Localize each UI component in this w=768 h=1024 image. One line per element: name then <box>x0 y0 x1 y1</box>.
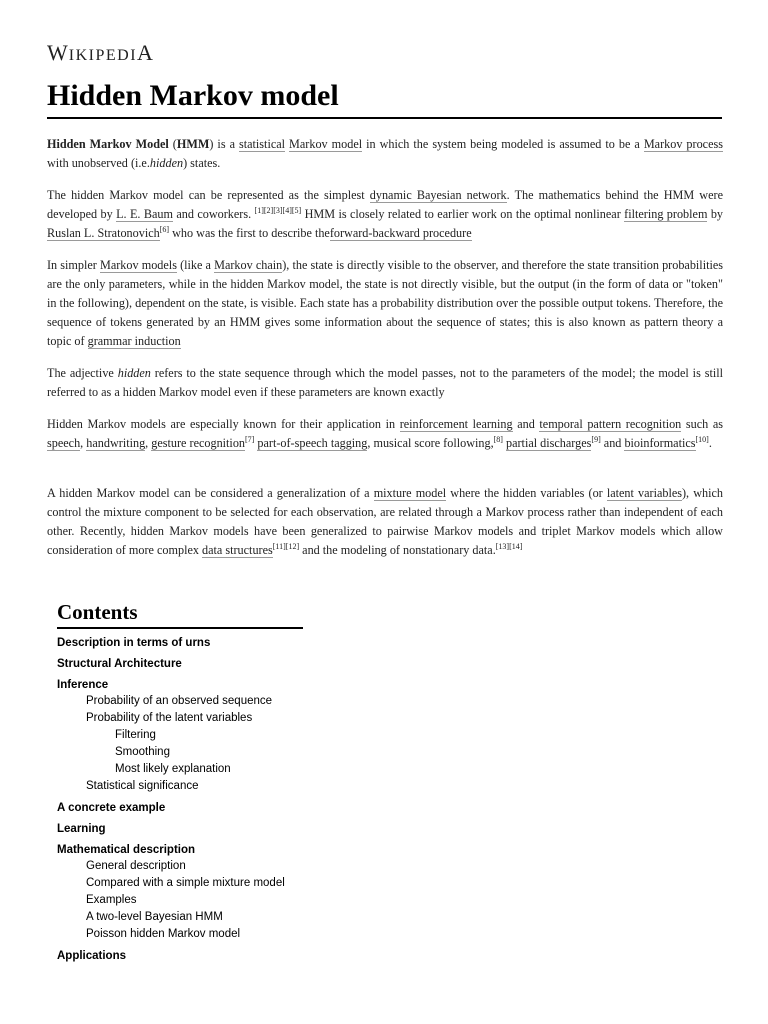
contents-heading: Contents <box>57 600 303 629</box>
citation-13-14[interactable]: [13][14] <box>495 541 523 551</box>
text-run: and coworkers. <box>172 207 255 221</box>
text-run: ) is a <box>209 137 239 151</box>
text-run: Hidden Markov models are especially known for their application in <box>47 417 400 431</box>
italic-hidden: hidden <box>117 366 151 380</box>
citation-7[interactable]: [7] <box>245 434 255 444</box>
toc-list <box>57 635 303 964</box>
term-bold: Hidden Markov Model <box>47 137 169 151</box>
link-dynamic-bayesian-network[interactable]: dynamic Bayesian network <box>369 188 507 202</box>
italic-hidden: hidden <box>149 156 184 170</box>
toc-item-a-concrete-example[interactable]: A concrete example <box>57 802 166 814</box>
link-bioinformatics[interactable]: bioinformatics <box>624 436 696 450</box>
citation-9[interactable]: [9] <box>591 434 601 444</box>
text-run: ( <box>168 137 177 151</box>
toc-item-poisson-hmm[interactable]: Poisson hidden Markov model <box>86 928 241 940</box>
link-markov-model[interactable]: Markov model <box>289 137 363 151</box>
link-le-baum[interactable]: L. E. Baum <box>116 207 173 221</box>
toc-item-filtering[interactable]: Filtering <box>115 729 156 741</box>
toc-item-description-in-terms-of-urns[interactable]: Description in terms of urns <box>57 637 211 649</box>
wordmark-middle: IKIPEDI <box>68 47 138 64</box>
text-run: in which the system being modeled is assumed to be a <box>362 137 644 151</box>
toc-item-statistical-significance[interactable]: Statistical significance <box>86 780 199 792</box>
text-run: and <box>600 436 625 450</box>
citation-1-5[interactable]: [1][2][3][4][5] <box>254 205 302 215</box>
link-partial-discharges[interactable]: partial discharges <box>506 436 592 450</box>
abbr-bold: HMM <box>176 137 210 151</box>
toc-item-smoothing[interactable]: Smoothing <box>115 746 170 758</box>
link-markov-chain[interactable]: Markov chain <box>214 258 283 272</box>
intro-paragraph-6 <box>47 484 723 560</box>
intro-paragraph-1 <box>47 135 723 173</box>
text-run: . <box>708 436 712 450</box>
link-stratonovich[interactable]: Ruslan L. Stratonovich <box>47 226 160 240</box>
text-run: A hidden Markov model can be considered a generalization of a <box>47 486 374 500</box>
page-title: Hidden Markov model <box>47 79 339 112</box>
wikipedia-wordmark[interactable] <box>47 40 154 66</box>
link-reinforcement-learning[interactable]: reinforcement learning <box>399 417 513 431</box>
toc-item-structural-architecture[interactable]: Structural Architecture <box>57 658 182 670</box>
text-run: . The mathematics behind the HMM were developed by <box>47 188 723 221</box>
text-run: The hidden Markov model can be represented as the simplest <box>47 188 370 202</box>
toc-item-most-likely-explanation[interactable]: Most likely explanation <box>115 763 231 775</box>
toc-item-general-description[interactable]: General description <box>86 860 186 872</box>
text-run: by <box>707 207 724 221</box>
link-pos-tagging[interactable]: part-of-speech tagging <box>257 436 368 450</box>
text-run: ), which control the mixture component to be selected for each observation, are related through a Markov process rather than independent of each other. Recently, hidden Markov models have been generalized to pairwise Markov models and triplet Markov models which allow consideration of more complex <box>47 486 723 557</box>
toc-item-probability-latent-variables[interactable]: Probability of the latent variables <box>86 712 253 724</box>
text-run: , musical score following, <box>367 436 494 450</box>
citation-8[interactable]: [8] <box>493 434 503 444</box>
title-divider <box>47 117 722 119</box>
text-run: ) states. <box>183 156 221 170</box>
toc-item-learning[interactable]: Learning <box>57 823 106 835</box>
citation-11-12[interactable]: [11][12] <box>272 541 300 551</box>
text-run: who was the first to describe the <box>169 226 330 240</box>
link-handwriting[interactable]: handwriting <box>86 436 146 450</box>
link-forward-backward[interactable]: forward-backward procedure <box>329 226 472 240</box>
toc-item-two-level-bayesian-hmm[interactable]: A two-level Bayesian HMM <box>86 911 223 923</box>
text-run: HMM is closely related to earlier work on the optimal nonlinear <box>301 207 625 221</box>
link-data-structures[interactable]: data structures <box>202 543 273 557</box>
table-of-contents <box>57 600 303 964</box>
link-latent-variables[interactable]: latent variables <box>606 486 682 500</box>
link-markov-process[interactable]: Markov process <box>643 137 723 151</box>
citation-10[interactable]: [10] <box>695 434 709 444</box>
text-run: such as <box>681 417 723 431</box>
text-run: , <box>145 436 152 450</box>
text-run: and <box>512 417 540 431</box>
toc-item-inference[interactable]: Inference <box>57 679 109 691</box>
wordmark-a: A <box>137 40 154 65</box>
text-run: and the modeling of nonstationary data. <box>299 543 496 557</box>
link-filtering-problem[interactable]: filtering problem <box>624 207 708 221</box>
text-run: In simpler <box>47 258 100 272</box>
text-run: where the hidden variables (or <box>446 486 607 500</box>
intro-paragraph-3 <box>47 256 723 351</box>
text-run: , <box>80 436 87 450</box>
link-markov-models[interactable]: Markov models <box>100 258 177 272</box>
text-run: (like a <box>176 258 215 272</box>
text-run: ), the state is directly visible to the observer, and therefore the state transition probabilities are the only parameters, while in the hidden Markov model, the state is not directly visible, but the output (in the form of data or "token" in the following), dependent on the state, is visible. Each state has a probability distribution over the possible output tokens. Therefore, the sequence of tokens generated by an HMM gives some information about the sequence of states; this is also known as pattern theory a topic of <box>47 258 724 348</box>
link-mixture-model[interactable]: mixture model <box>373 486 447 500</box>
text-run: refers to the state sequence through which the model passes, not to the parameters of the model; the model is still referred to as a hidden Markov model even if these parameters are known exactly <box>47 366 723 399</box>
intro-paragraph-5 <box>47 415 723 453</box>
toc-item-probability-observed-sequence[interactable]: Probability of an observed sequence <box>86 695 273 707</box>
intro-paragraph-2 <box>47 186 723 243</box>
intro-paragraph-4 <box>47 364 723 402</box>
wordmark-w: W <box>47 40 69 65</box>
text-run: The adjective <box>47 366 118 380</box>
toc-item-examples[interactable]: Examples <box>86 894 137 906</box>
citation-6[interactable]: [6] <box>159 224 170 234</box>
toc-item-mathematical-description[interactable]: Mathematical description <box>57 844 196 856</box>
toc-item-compared-with-mixture-model[interactable]: Compared with a simple mixture model <box>86 877 285 889</box>
link-gesture-recognition[interactable]: gesture recognition <box>151 436 246 450</box>
link-speech[interactable]: speech <box>47 436 81 450</box>
link-temporal-pattern-recognition[interactable]: temporal pattern recognition <box>539 417 682 431</box>
text-run: with unobserved (i.e. <box>47 156 150 170</box>
link-statistical[interactable]: statistical <box>239 137 286 151</box>
link-grammar-induction[interactable]: grammar induction <box>87 334 181 348</box>
toc-item-applications[interactable]: Applications <box>57 950 127 962</box>
